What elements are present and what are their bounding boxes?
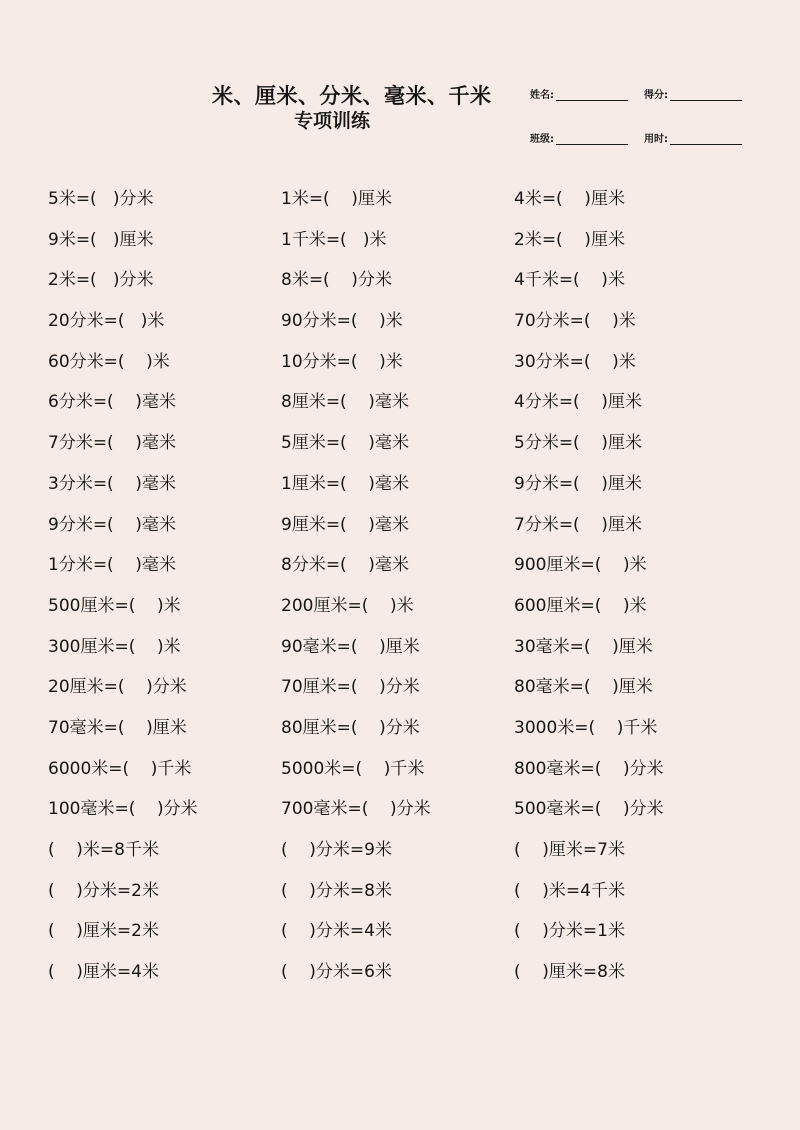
problem-item: 90毫米=( )厘米 [281,636,420,657]
problem-item: ( )分米=9米 [281,840,392,860]
problem-item: ( )米=4千米 [514,880,625,901]
problem-item: 60分米=( )米 [48,351,170,372]
problem-item: 4米=( )厘米 [514,189,625,209]
problem-item: ( )厘米=4米 [48,962,159,983]
problem-item: 30毫米=( )厘米 [514,636,653,657]
problem-item: 200厘米=( )米 [281,595,414,616]
score-blank[interactable] [670,90,742,101]
problem-item: 90分米=( )米 [281,311,403,332]
class-blank[interactable] [556,134,628,145]
problem-item: 7分米=( )毫米 [48,433,176,454]
problem-item: 9厘米=( )毫米 [281,514,409,535]
problem-item: 3分米=( )毫米 [48,473,176,494]
problem-item: 3000米=( )千米 [514,717,658,738]
problem-item: ( )分米=6米 [281,962,392,983]
name-field [530,86,628,101]
problem-item: 5米=( )分米 [48,189,154,209]
problem-item: 6000米=( )千米 [48,758,192,779]
score-label: 得分: [644,90,668,101]
time-label: 用时: [644,134,668,145]
problem-item: 5000米=( )千米 [281,758,425,779]
problem-item: 80毫米=( )厘米 [514,677,653,698]
problem-item: ( )厘米=7米 [514,840,625,860]
problem-item: 5厘米=( )毫米 [281,433,409,454]
name-blank[interactable] [556,90,628,101]
problem-item: 9分米=( )厘米 [514,473,642,494]
problem-item: 70毫米=( )厘米 [48,717,187,738]
problem-item: 300厘米=( )米 [48,636,181,657]
problem-item: 500毫米=( )分米 [514,799,664,820]
class-label: 班级: [530,134,554,145]
problem-item: 900厘米=( )米 [514,555,647,576]
problem-item: 70分米=( )米 [514,311,636,332]
worksheet-subtitle: 专项训练 [294,110,371,132]
problem-item: ( )分米=4米 [281,921,392,942]
problem-item: 6分米=( )毫米 [48,392,176,413]
problem-item: 800毫米=( )分米 [514,758,664,779]
problem-item: 70厘米=( )分米 [281,677,420,698]
problem-item: 20分米=( )米 [48,311,165,332]
problem-item: ( )分米=8米 [281,880,392,901]
problem-item: 5分米=( )厘米 [514,433,642,454]
class-field [530,130,628,145]
worksheet-title: 米、厘米、分米、毫米、千米 [212,84,492,108]
name-label: 姓名: [530,90,554,101]
score-field [644,86,742,101]
problem-item: 9分米=( )毫米 [48,514,176,535]
problem-item: ( )米=8千米 [48,840,159,860]
problem-item: 1分米=( )毫米 [48,555,176,576]
problem-item: 20厘米=( )分米 [48,677,187,698]
problem-item: 80厘米=( )分米 [281,717,420,738]
problem-item: 1千米=( )米 [281,229,387,250]
problem-item: 500厘米=( )米 [48,595,181,616]
problem-item: ( )分米=1米 [514,921,625,942]
problem-item: 10分米=( )米 [281,351,403,372]
problem-item: 8分米=( )毫米 [281,555,409,576]
problem-item: 600厘米=( )米 [514,595,647,616]
problem-item: 1厘米=( )毫米 [281,473,409,494]
problem-item: 30分米=( )米 [514,351,636,372]
time-field [644,130,742,145]
problem-item: 7分米=( )厘米 [514,514,642,535]
problem-item: ( )厘米=2米 [48,921,159,942]
problem-item: 4分米=( )厘米 [514,392,642,413]
problem-item: 700毫米=( )分米 [281,799,431,820]
problem-item: 4千米=( )米 [514,270,625,291]
problem-item: 8米=( )分米 [281,270,392,291]
time-blank[interactable] [670,134,742,145]
problem-item: 8厘米=( )毫米 [281,392,409,413]
problem-item: 2米=( )分米 [48,270,154,291]
problem-item: 9米=( )厘米 [48,229,154,250]
problem-item: 1米=( )厘米 [281,189,392,209]
problem-item: ( )厘米=8米 [514,962,625,983]
problem-item: 2米=( )厘米 [514,229,625,250]
problem-item: ( )分米=2米 [48,880,159,901]
problem-grid [48,187,748,1001]
problem-item: 100毫米=( )分米 [48,799,198,820]
